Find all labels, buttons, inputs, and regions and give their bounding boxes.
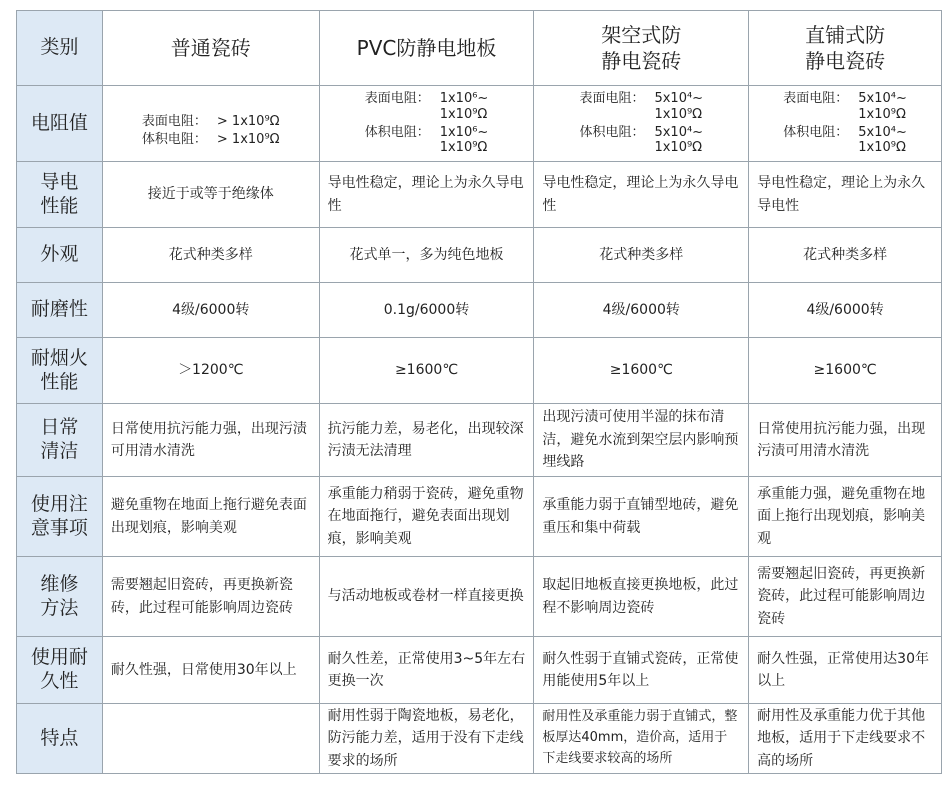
table-cell: ＞1200℃ [102,338,319,404]
table-cell [102,704,319,774]
table-cell: 0.1g/6000转 [319,283,534,338]
table-cell: 导电性稳定，理论上为永久导电性 [749,162,942,228]
header-row [17,11,942,86]
comparison-table [16,10,942,774]
row-label-fire: 耐烟火 性能 [17,338,103,404]
row-label-wear: 耐磨性 [17,283,103,338]
table-cell: 出现污渍可使用半湿的抹布清洁，避免水流到架空层内影响预埋线路 [534,404,749,477]
resistance-cell: 表面电阻： > 1x10⁹Ω 体积电阻： > 1x10⁹Ω [102,86,319,162]
resistance-cell: 表面电阻： 5x10⁴~ 1x10⁹Ω 体积电阻： 5x10⁴~ 1x10⁹Ω [749,86,942,162]
table-cell: 与活动地板或卷材一样直接更换 [319,557,534,637]
row-fire [17,338,942,404]
table-cell: 耐用性及承重能力优于其他地板，适用于下走线要求不高的场所 [749,704,942,774]
table-cell: 花式种类多样 [749,228,942,283]
row-resistance [17,86,942,162]
column-header-raised: 架空式防 静电瓷砖 [534,11,749,86]
row-label-notes: 使用注 意事项 [17,477,103,557]
table-cell: ≥1600℃ [534,338,749,404]
table-cell: 日常使用抗污能力强，出现污渍可用清水清洗 [102,404,319,477]
table-cell: 需要翘起旧瓷砖，再更换新瓷砖，此过程可能影响周边瓷砖 [749,557,942,637]
table-cell: 导电性稳定，理论上为永久导电性 [534,162,749,228]
row-notes [17,477,942,557]
resistance-cell: 表面电阻： 1x10⁶~ 1x10⁹Ω 体积电阻： 1x10⁶~ 1x10⁹Ω [319,86,534,162]
row-label-durability: 使用耐 久性 [17,637,103,704]
table-cell: 4级/6000转 [749,283,942,338]
row-label-cleaning: 日常 清洁 [17,404,103,477]
table-cell: 接近于或等于绝缘体 [102,162,319,228]
table-cell: 需要翘起旧瓷砖，再更换新瓷砖，此过程可能影响周边瓷砖 [102,557,319,637]
row-cleaning [17,404,942,477]
column-header-pvc: PVC防静电地板 [319,11,534,86]
table-cell: ≥1600℃ [749,338,942,404]
column-header-direct: 直铺式防 静电瓷砖 [749,11,942,86]
row-label-conductivity: 导电 性能 [17,162,103,228]
table-cell: 花式种类多样 [534,228,749,283]
table-cell: 抗污能力差，易老化，出现较深污渍无法清理 [319,404,534,477]
category-header: 类别 [17,11,103,86]
table-cell: 承重能力强，避免重物在地面上拖行出现划痕，影响美观 [749,477,942,557]
row-features [17,704,942,774]
table-cell: 承重能力稍弱于瓷砖，避免重物在地面拖行，避免表面出现划痕，影响美观 [319,477,534,557]
table-cell: 耐久性差，正常使用3~5年左右更换一次 [319,637,534,704]
column-header-ceramic: 普通瓷砖 [102,11,319,86]
table-cell: 日常使用抗污能力强，出现污渍可用清水清洗 [749,404,942,477]
table-cell: 避免重物在地面上拖行避免表面出现划痕，影响美观 [102,477,319,557]
table-cell: ≥1600℃ [319,338,534,404]
row-wear [17,283,942,338]
table-cell: 耐用性弱于陶瓷地板，易老化，防污能力差，适用于没有下走线要求的场所 [319,704,534,774]
row-label-resistance: 电阻值 [17,86,103,162]
row-appearance [17,228,942,283]
row-repair [17,557,942,637]
table-cell: 耐久性弱于直铺式瓷砖，正常使用能使用5年以上 [534,637,749,704]
table-cell: 花式单一，多为纯色地板 [319,228,534,283]
table-cell: 耐久性强，日常使用30年以上 [102,637,319,704]
row-label-appearance: 外观 [17,228,103,283]
table-cell: 花式种类多样 [102,228,319,283]
table-cell: 承重能力弱于直铺型地砖，避免重压和集中荷载 [534,477,749,557]
table-cell: 耐久性强，正常使用达30年以上 [749,637,942,704]
row-label-features: 特点 [17,704,103,774]
resistance-cell: 表面电阻： 5x10⁴~ 1x10⁹Ω 体积电阻： 5x10⁴~ 1x10⁹Ω [534,86,749,162]
table-cell: 取起旧地板直接更换地板，此过程不影响周边瓷砖 [534,557,749,637]
row-label-repair: 维修 方法 [17,557,103,637]
table-cell: 耐用性及承重能力弱于直铺式，整板厚达40mm，造价高，适用于下走线要求较高的场所 [534,704,749,774]
row-durability [17,637,942,704]
table-cell: 导电性稳定，理论上为永久导电性 [319,162,534,228]
table-cell: 4级/6000转 [102,283,319,338]
table-cell: 4级/6000转 [534,283,749,338]
row-conductivity [17,162,942,228]
